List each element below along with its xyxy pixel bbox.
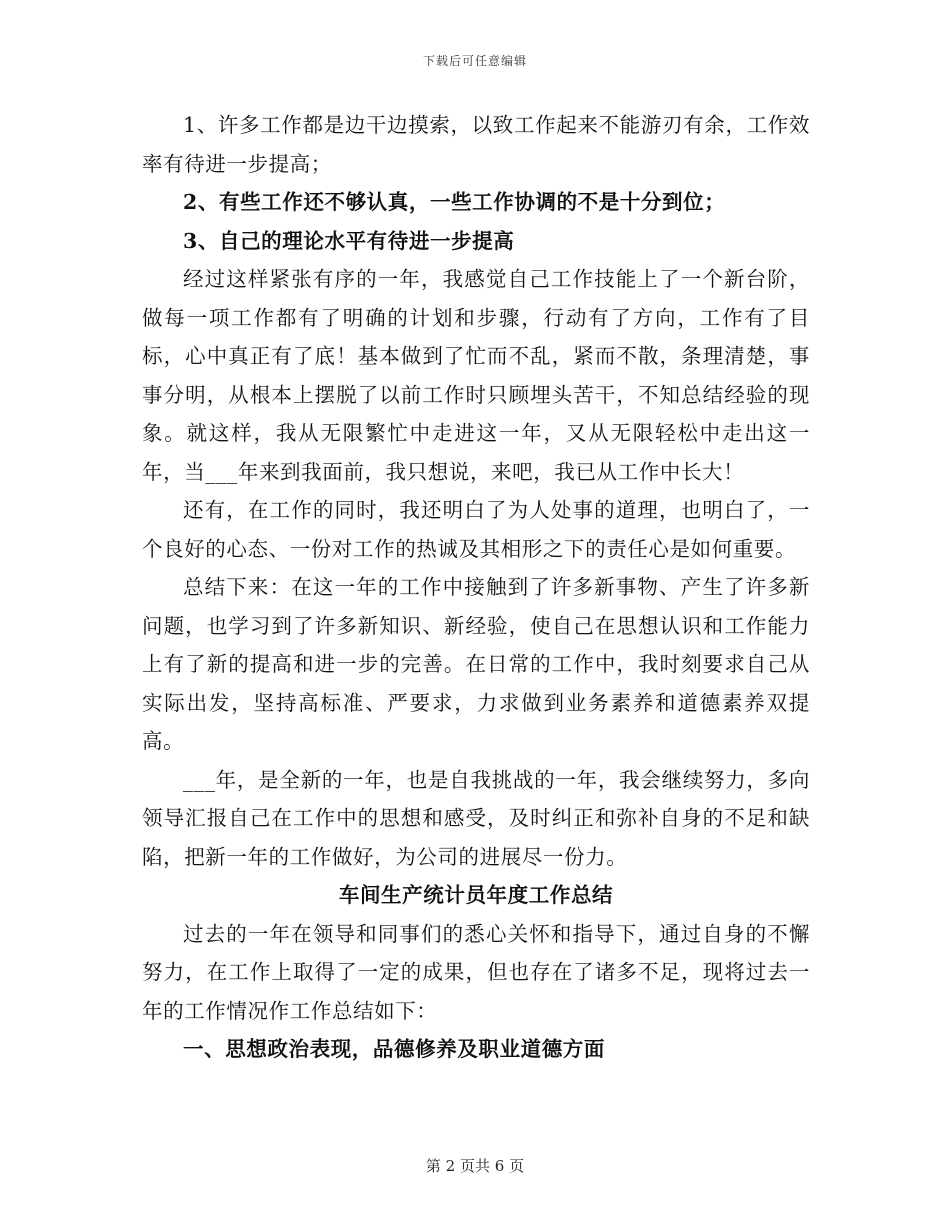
paragraph-year-reflection: 经过这样紧张有序的一年，我感觉自己工作技能上了一个新台阶，做每一项工作都有了明确的计划和步骤，行动有了方向，工作有了目标，心中真正有了底！基本做到了忙而不乱，紧而不散，条理清楚，事事分明，从根本上摆脱了以前工作时只顾埋头苦干，不知总结经验的现象。就这样，我从无限繁忙中走进这一年，又从无限轻松中走出这一年，当___年来到我面前，我只想说，来吧，我已从工作中长大！ xyxy=(142,267,810,484)
paragraph-intro: 过去的一年在领导和同事们的悉心关怀和指导下，通过自身的不懈努力，在工作上取得了一定的成果，但也存在了诸多不足，现将过去一年的工作情况作工作总结如下： xyxy=(142,921,810,1023)
section-title: 车间生产统计员年度工作总结 xyxy=(338,883,614,907)
document-body xyxy=(142,106,810,1069)
paragraph-shortcoming-1: 1、许多工作都是边干边摸索，以致工作起来不能游刃有余，工作效率有待进一步提高； xyxy=(142,113,810,176)
paragraph-shortcoming-3: 3、自己的理论水平有待进一步提高 xyxy=(183,228,515,253)
paragraph-new-year: ___年，是全新的一年，也是自我挑战的一年，我会继续努力，多向领导汇报自己在工作中的思想和感受，及时纠正和弥补自身的不足和缺陷，把新一年的工作做好，为公司的进展尽一份力。 xyxy=(142,767,810,869)
page-number: 第 2 页共 6 页 xyxy=(425,1157,525,1175)
subheading-political: 一、思想政治表现，品德修养及职业道德方面 xyxy=(183,1037,605,1061)
paragraph-shortcoming-2: 2、有些工作还不够认真，一些工作协调的不是十分到位； xyxy=(183,190,726,214)
page-header: 下载后可任意编辑 xyxy=(422,54,527,68)
paragraph-summary: 总结下来：在这一年的工作中接触到了许多新事物、产生了许多新问题，也学习到了许多新知识、新经验，使自己在思想认识和工作能力上有了新的提高和进一步的完善。在日常的工作中，我时刻要求自己从实际出发，坚持高标准、严要求，力求做到业务素养和道德素养双提高。 xyxy=(142,575,810,753)
paragraph-attitude: 还有，在工作的同时，我还明白了为人处事的道理，也明白了，一个良好的心态、一份对工作的热诚及其相形之下的责任心是如何重要。 xyxy=(142,498,810,561)
